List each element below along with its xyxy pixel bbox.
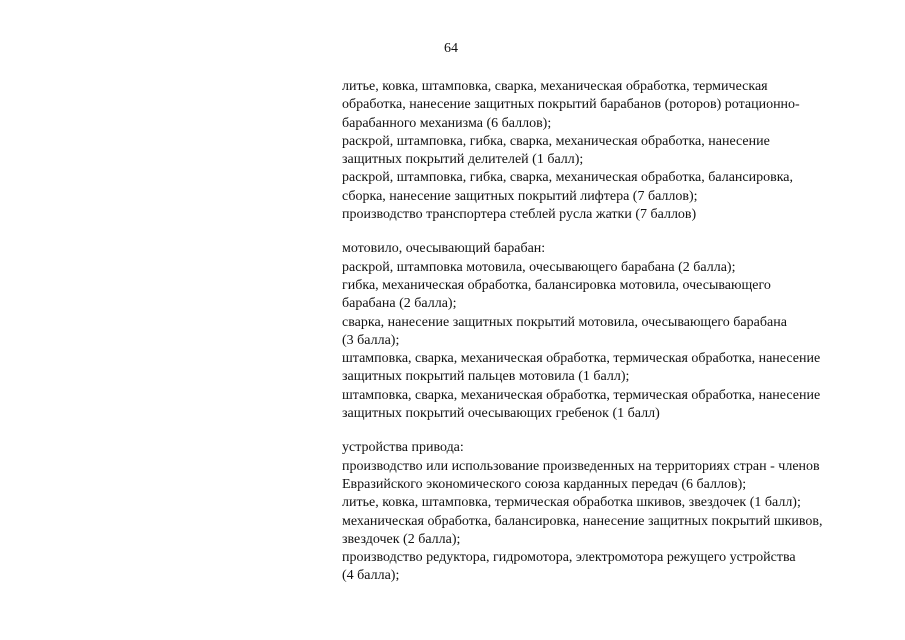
text-line: (3 балла); (342, 332, 400, 348)
text-line: мотовило, очесывающий барабан: (342, 241, 546, 257)
text-line: звездочек (2 балла); (342, 531, 461, 547)
text-line: раскрой, штамповка, гибка, сварка, механическая обработка, нанесение (342, 133, 770, 149)
text-line: (4 балла); (342, 568, 400, 584)
text-line: производство или использование произведенных на территориях стран - членов (342, 458, 820, 474)
text-line: механическая обработка, балансировка, нанесение защитных покрытий шкивов, (342, 513, 823, 529)
paragraph-gap (342, 423, 887, 439)
text-line: барабана (2 балла); (342, 296, 457, 312)
document-body (342, 78, 887, 586)
text-line: раскрой, штамповка, гибка, сварка, механическая обработка, балансировка, (342, 170, 794, 186)
paragraph-reel (342, 240, 887, 423)
text-line: штамповка, сварка, механическая обработка, термическая обработка, нанесение (342, 387, 821, 403)
text-line: устройства привода: (342, 440, 464, 456)
paragraph-gap (342, 224, 887, 240)
text-line: сборка, нанесение защитных покрытий лифтера (7 баллов); (342, 188, 698, 204)
text-line: защитных покрытий делителей (1 балл); (342, 152, 584, 168)
text-line: сварка, нанесение защитных покрытий мотовила, очесывающего барабана (342, 314, 787, 330)
text-line: литье, ковка, штамповка, термическая обработка шкивов, звездочек (1 балл); (342, 495, 801, 511)
text-line: производство транспортера стеблей русла жатки (7 баллов) (342, 207, 697, 223)
paragraph-harvester-components (342, 78, 887, 224)
text-line: защитных покрытий очесывающих гребенок (1 балл) (342, 406, 660, 422)
text-line: штамповка, сварка, механическая обработка, термическая обработка, нанесение (342, 351, 821, 367)
text-line: производство редуктора, гидромотора, электромотора режущего устройства (342, 550, 796, 566)
text-line: гибка, механическая обработка, балансировка мотовила, очесывающего (342, 277, 771, 293)
text-line: обработка, нанесение защитных покрытий барабанов (роторов) ротационно- (342, 97, 800, 113)
page-number: 64 (444, 41, 458, 56)
text-line: защитных покрытий пальцев мотовила (1 балл); (342, 369, 630, 385)
text-line: барабанного механизма (6 баллов); (342, 115, 552, 131)
text-line: Евразийского экономического союза карданных передач (6 баллов); (342, 476, 747, 492)
text-line: литье, ковка, штамповка, сварка, механическая обработка, термическая (342, 79, 768, 94)
text-line: раскрой, штамповка мотовила, очесывающего барабана (2 балла); (342, 259, 736, 275)
paragraph-drive-devices (342, 439, 887, 585)
